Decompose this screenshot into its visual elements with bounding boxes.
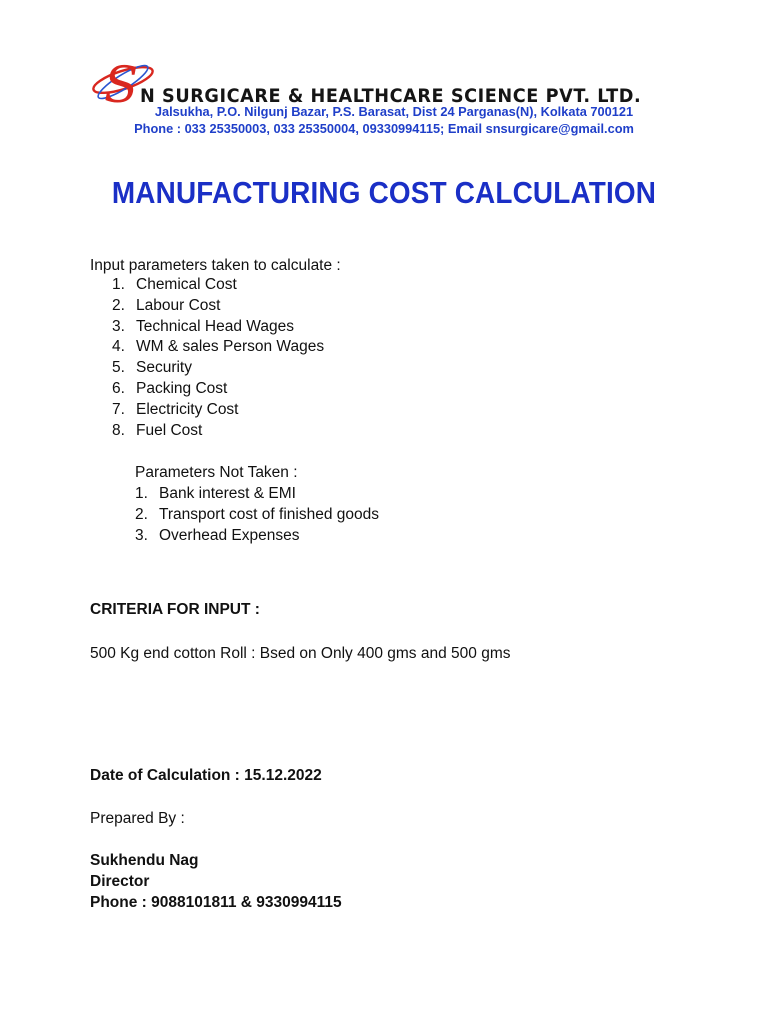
preparer-designation: Director bbox=[90, 872, 150, 890]
preparer-phone: Phone : 9088101811 & 9330994115 bbox=[90, 893, 342, 911]
list-item: 2. Labour Cost bbox=[112, 296, 221, 314]
list-item: 3. Technical Head Wages bbox=[112, 317, 294, 335]
list-item: 1. Chemical Cost bbox=[112, 276, 237, 293]
list-item: 1. Bank interest & EMI bbox=[135, 485, 296, 502]
company-contact: Phone : 033 25350003, 033 25350004, 09330994115; Email snsurgicare@gmail.com bbox=[134, 121, 634, 136]
list-item: 2. Transport cost of finished goods bbox=[135, 505, 379, 523]
calculation-date: Date of Calculation : 15.12.2022 bbox=[90, 767, 322, 784]
signature-block bbox=[90, 851, 342, 913]
company-name: N SURGICARE & HEALTHCARE SCIENCE PVT. LTD. bbox=[140, 85, 642, 107]
prepared-by-label: Prepared By : bbox=[90, 810, 185, 827]
list-item: 3. Overhead Expenses bbox=[135, 526, 300, 544]
criteria-heading: CRITERIA FOR INPUT : bbox=[90, 601, 260, 618]
list-item: 7. Electricity Cost bbox=[112, 400, 239, 418]
preparer-name: Sukhendu Nag bbox=[90, 852, 199, 869]
company-address: Jalsukha, P.O. Nilgunj Bazar, P.S. Barasat, Dist 24 Parganas(N), Kolkata 700121 bbox=[154, 104, 634, 119]
not-taken-heading: Parameters Not Taken : bbox=[135, 464, 298, 481]
list-item: 5. Security bbox=[112, 359, 192, 377]
criteria-text: 500 Kg end cotton Roll : Bsed on Only 400 gms and 500 gms bbox=[90, 645, 511, 662]
intro-text: Input parameters taken to calculate : bbox=[90, 257, 341, 274]
logo-letter: S bbox=[104, 56, 139, 108]
list-item: 6. Packing Cost bbox=[112, 379, 228, 397]
parameters-not-taken-list bbox=[135, 484, 379, 546]
list-item: 8. Fuel Cost bbox=[112, 421, 203, 439]
list-item: 4. WM & sales Person Wages bbox=[112, 338, 325, 356]
document-title: MANUFACTURING COST CALCULATION bbox=[111, 175, 657, 210]
parameters-taken-list bbox=[112, 275, 324, 441]
